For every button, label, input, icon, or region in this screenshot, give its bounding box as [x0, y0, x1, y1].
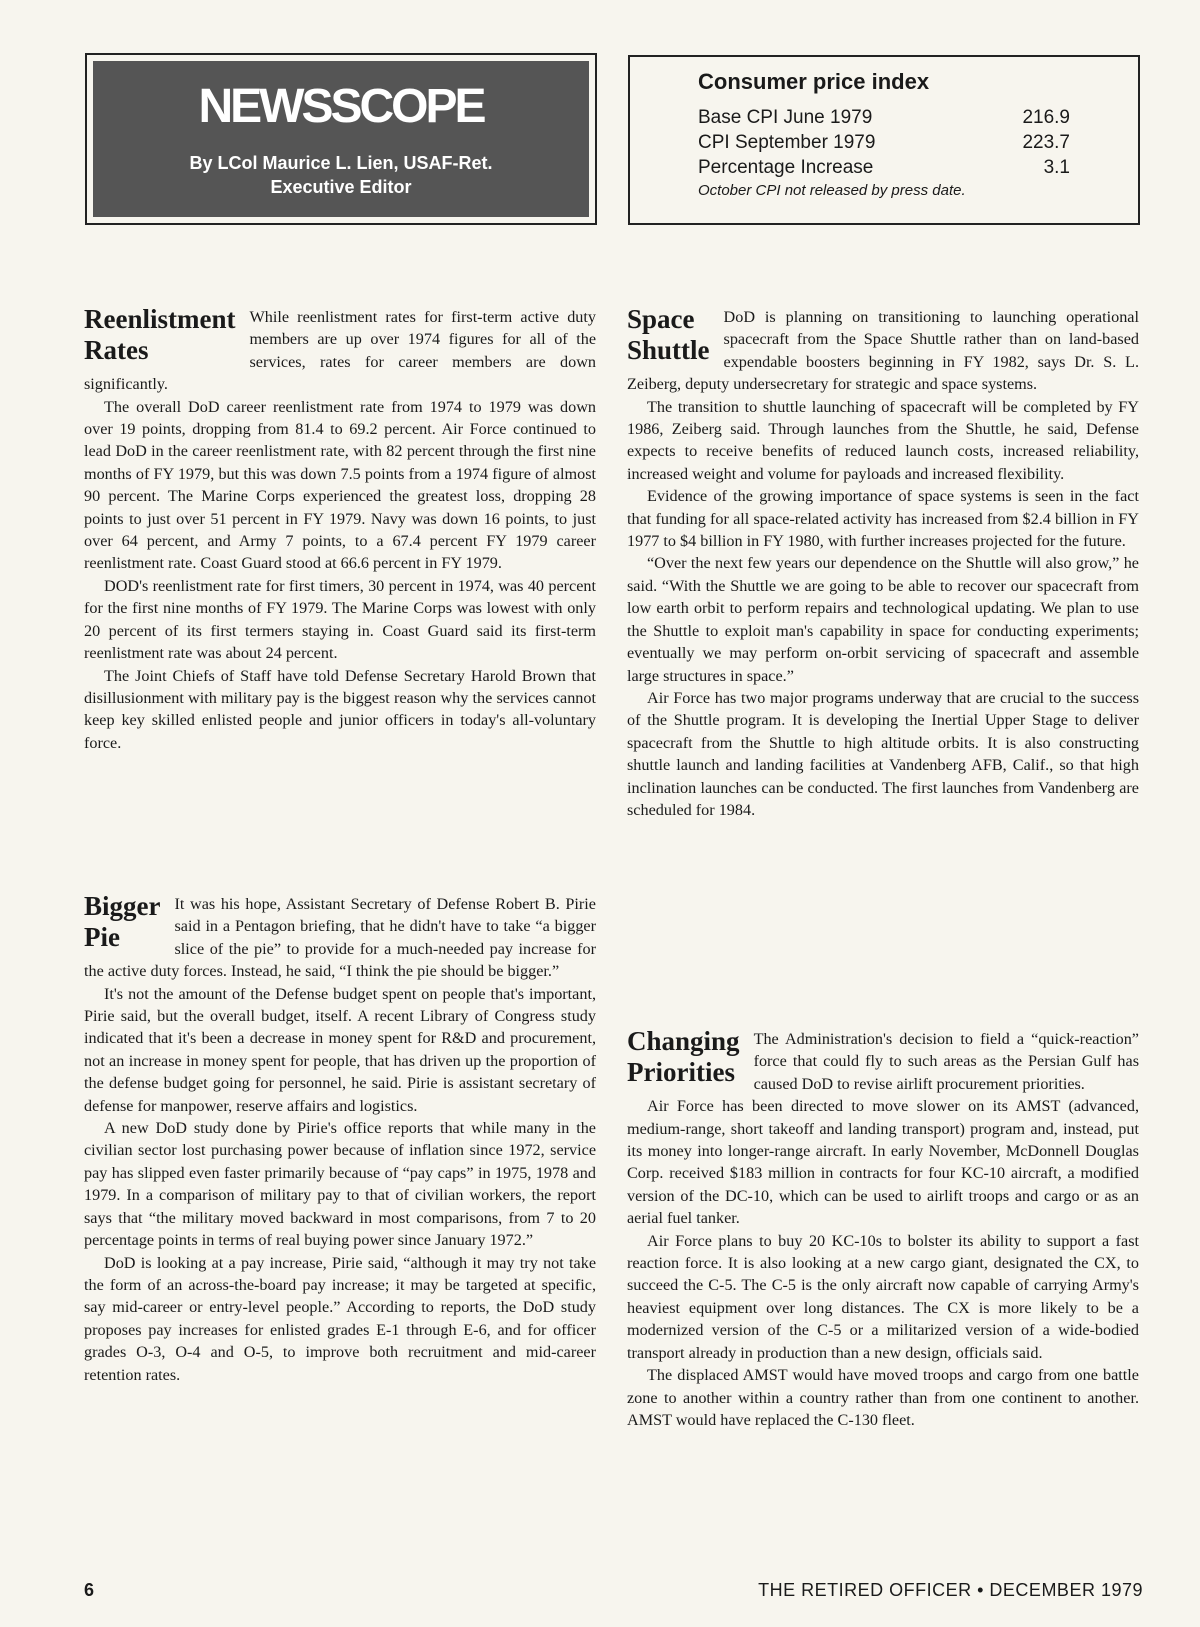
cpi-row-value: 223.7	[1022, 132, 1070, 153]
paragraph: It was his hope, Assistant Secretary of Defense Robert B. Pirie said in a Pentagon briefing, that he didn't have to take “a bigger slice of the pie” to provide for a much-needed pay increase for the active duty forces. Instead, he said, “I think the pie should be bigger.”	[84, 895, 596, 981]
cpi-row	[698, 130, 1070, 155]
cpi-box	[628, 55, 1140, 225]
paragraph: DOD's reenlistment rate for first timers, 30 percent in 1974, was 40 percent for the first nine months of FY 1979. The Marine Corps was lowest with only 20 percent of its first termers staying in. Coast Guard said its first-term reenlistment rate was about 24 percent.	[84, 576, 596, 663]
paragraph: The transition to shuttle launching of spacecraft will be completed by FY 1986, Zeiberg said. Through launches from the Shuttle, he said, Defense expects to receive benefits of reduced launch costs, increased reliability, increased weight and volume for payloads and increased flexibility.	[627, 397, 1139, 483]
paragraph: A new DoD study done by Pirie's office reports that while many in the civilian sector lost purchasing power because of inflation since 1972, service pay has slipped even faster primarily because of “pay caps” in 1975, 1978 and 1979. In a comparison of military pay to that of civilian workers, the report says that “the military moved backward in most comparisons, from 7 to 20 percentage points in terms of real buying power since January 1972.”	[84, 1119, 596, 1250]
byline-role: Executive Editor	[270, 177, 412, 197]
headline-line: Bigger	[84, 891, 161, 921]
cpi-title: Consumer price index	[698, 69, 930, 94]
newsscope-title: NEWSSCOPE	[198, 80, 484, 133]
paragraph: It's not the amount of the Defense budget spent on people that's important, Pirie said, but the overall budget, itself. A recent Library of Congress study indicated that it's been a decrease in money spent for R&D and procurement, not an increase in money spent for people, that has driven up the proportion of the defense budget going for personnel, he said. Pirie is assistant secretary of defense for manpower, reserve affairs and logistics.	[84, 984, 596, 1115]
article-space-shuttle	[627, 306, 1139, 821]
article-headline	[84, 891, 160, 953]
cpi-row-label: CPI September 1979	[698, 132, 876, 153]
headline-line: Rates	[84, 335, 149, 365]
cpi-row-value: 3.1	[1043, 157, 1070, 178]
paragraph: DoD is looking at a pay increase, Pirie said, “although it may try not take the form of an across-the-board pay increase; it may be targeted at specific, say mid-career or entry-level people.” According to reports, the DoD study proposes pay increases for enlisted grades E-1 through E-6, and for officer grades O-3, O-4 and O-5, to improve both recruitment and mid-career retention rates.	[84, 1253, 596, 1384]
page-number: 6	[84, 1580, 95, 1600]
article-changing-priorities	[627, 1028, 1139, 1431]
paragraph: “Over the next few years our dependence on the Shuttle will also grow,” he said. “With the Shuttle we are going to be able to recover our spacecraft from low earth orbit to perform repairs and technological updating. We plan to use the Shuttle to exploit man's capability in space for conducting experiments; eventually we may perform on-orbit servicing of spacecraft and assemble large structures in space.”	[627, 554, 1139, 685]
cpi-row	[698, 155, 1070, 180]
newsscope-byline	[93, 151, 589, 199]
cpi-note: October CPI not released by press date.	[698, 182, 966, 199]
article-headline	[627, 304, 710, 366]
paragraph: Air Force has been directed to move slower on its AMST (advanced, medium-range, short takeoff and landing transport) program and, instead, put its money into longer-range aircraft. In early November, McDonnell Douglas Corp. received $183 million in contracts for four KC-10 aircraft, a modified version of the DC-10, which can be used to airlift troops and cargo or as an aerial fuel tanker.	[627, 1097, 1139, 1228]
paragraph: The overall DoD career reenlistment rate from 1974 to 1979 was down over 19 points, dropping from 81.4 to 69.2 percent. Air Force continued to lead DoD in the career reenlistment rate, with 82 percent through the first nine months of FY 1979, but this was down 7.5 points from a 1974 figure of almost 90 percent. The Marine Corps experienced the greatest loss, dropping 28 points to just over 51 percent in FY 1979. Navy was down 16 points, to just over 64 percent, and Army 7 points, to a 67.4 percent FY 1979 career reenlistment rate. Coast Guard stood at 66.6 percent in FY 1979.	[84, 397, 596, 573]
paragraph: Evidence of the growing importance of space systems is seen in the fact that funding for all space-related activity has increased from $2.4 billion in FY 1977 to $4 billion in FY 1980, with further increases projected for the future.	[627, 487, 1139, 551]
headline-line: Pie	[84, 922, 120, 952]
paragraph: While reenlistment rates for first-term active duty members are up over 1974 figures for all of the services, rates for career members are down significantly.	[84, 308, 596, 394]
headline-line: Shuttle	[627, 335, 710, 365]
paragraph: DoD is planning on transitioning to launching operational spacecraft from the Space Shuttle rather than on land-based expendable boosters beginning in FY 1982, says Dr. S. L. Zeiberg, deputy undersecretary for strategic and space systems.	[627, 308, 1139, 394]
newsscope-banner-inner	[93, 61, 589, 217]
byline-author: By LCol Maurice L. Lien, USAF-Ret.	[189, 153, 493, 173]
headline-line: Reenlistment	[84, 304, 236, 334]
cpi-row-label: Percentage Increase	[698, 157, 874, 178]
paragraph: Air Force plans to buy 20 KC-10s to bolster its ability to support a fast reaction force. It is also looking at a new cargo giant, designated the CX, to succeed the C-5. The C-5 is the only aircraft now capable of carrying Army's heaviest equipment over long distances. The CX is more likely to be a modernized version of the C-5 or a militarized version of a wide-bodied transport already in production than a new design, officials said.	[627, 1231, 1139, 1362]
paragraph: Air Force has two major programs underway that are crucial to the success of the Shuttle program. It is developing the Inertial Upper Stage to deliver spacecraft from the Shuttle to high altitude orbits. It is also constructing shuttle launch and landing facilities at Vandenberg AFB, Calif., so that high inclination launches can be conducted. The first launches from Vandenberg are scheduled for 1984.	[627, 688, 1139, 819]
article-bigger-pie	[84, 893, 596, 1386]
cpi-row-label: Base CPI June 1979	[698, 107, 873, 128]
paragraph: The Administration's decision to field a “quick-reaction” force that could fly to such areas as the Persian Gulf has caused DoD to revise airlift procurement priorities.	[753, 1030, 1139, 1093]
cpi-row	[698, 105, 1070, 130]
paragraph: The Joint Chiefs of Staff have told Defense Secretary Harold Brown that disillusionment with military pay is the biggest reason why the services cannot keep key skilled enlisted people and junior officers in today's all-voluntary force.	[84, 666, 596, 752]
newsscope-banner	[85, 53, 597, 225]
article-headline	[84, 304, 235, 366]
article-reenlistment-rates	[84, 306, 596, 754]
headline-line: Priorities	[627, 1057, 735, 1087]
headline-line: Space	[627, 304, 695, 334]
headline-line: Changing	[627, 1026, 740, 1056]
paragraph: The displaced AMST would have moved troops and cargo from one battle zone to another within a country rather than from one continent to another. AMST would have replaced the C-130 fleet.	[627, 1366, 1139, 1429]
cpi-row-value: 216.9	[1022, 107, 1070, 128]
publication-footer: THE RETIRED OFFICER • DECEMBER 1979	[758, 1580, 1143, 1600]
article-headline	[627, 1026, 740, 1088]
